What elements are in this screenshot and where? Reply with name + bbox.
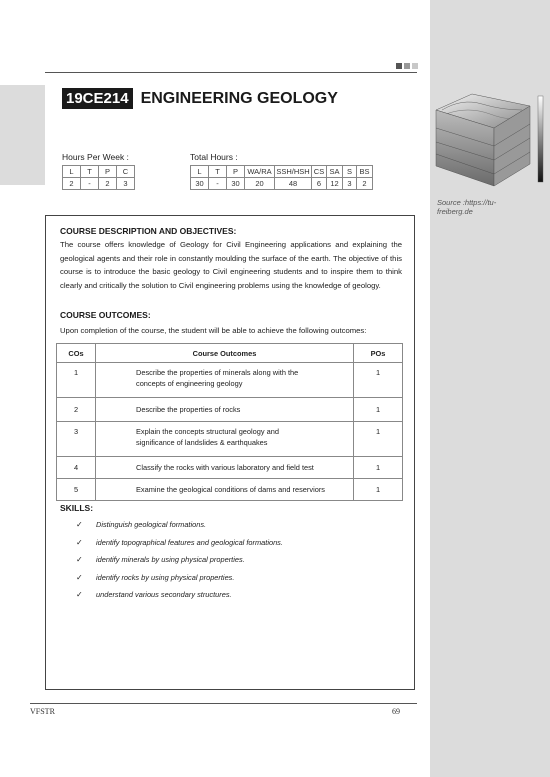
co-number: 1 [57,363,96,398]
co-number: 3 [57,422,96,457]
hpw-value-cell: 2 [99,178,117,190]
th-value-cell: 48 [275,178,312,190]
skills-list [76,520,283,608]
list-item [76,520,283,538]
th-header-cell: CS [312,166,327,178]
outcomes-intro: Upon completion of the course, the student will be able to achieve the following outcomes: [60,326,367,335]
square-mid [404,63,410,69]
table-row [57,479,403,501]
course-code: 19CE214 [62,88,133,109]
hpw-header-cell: P [99,166,117,178]
po-value: 1 [354,422,403,457]
list-item [76,538,283,556]
po-value: 1 [354,398,403,422]
geology-block-image [432,88,548,192]
th-header-cell: P [227,166,245,178]
co-number: 4 [57,457,96,479]
check-icon: ✓ [76,590,83,599]
co-number: 2 [57,398,96,422]
hpw-value-cell: 3 [117,178,135,190]
co-text: Explain the concepts structural geology and significance of landslides & earthquakes [96,422,354,457]
hours-per-week-table [62,165,135,190]
hpw-header-cell: C [117,166,135,178]
cos-header: COs [57,344,96,363]
hpw-value-cell: - [81,178,99,190]
po-value: 1 [354,479,403,501]
description-heading: COURSE DESCRIPTION AND OBJECTIVES: [60,226,237,236]
footer-rule [30,703,417,704]
outcomes-heading: COURSE OUTCOMES: [60,310,151,320]
co-text: Describe the properties of minerals along with the concepts of engineering geology [96,363,354,398]
image-source-caption: Source :https://tu-freiberg.de [437,198,497,216]
check-icon: ✓ [76,520,83,529]
page-number: 69 [392,707,400,716]
decorative-squares [396,63,418,69]
th-value-cell: 6 [312,178,327,190]
course-title: ENGINEERING GEOLOGY [140,89,338,107]
th-header-cell: L [191,166,209,178]
pos-header: POs [354,344,403,363]
hpw-header-cell: T [81,166,99,178]
th-value-cell: 20 [245,178,275,190]
th-value-cell: 30 [191,178,209,190]
th-value-cell: - [209,178,227,190]
skills-heading: SKILLS: [60,503,94,513]
outcomes-header-row [57,344,403,363]
square-dark [396,63,402,69]
skill-text: identify minerals by using physical properties. [96,555,245,564]
th-value-cell: 30 [227,178,245,190]
skill-text: Distinguish geological formations. [96,520,207,529]
th-header-cell: BS [357,166,373,178]
th-header-cell: T [209,166,227,178]
po-value: 1 [354,457,403,479]
hpw-header-cell: L [63,166,81,178]
skill-text: identify rocks by using physical properties. [96,572,235,582]
footer-institution: VFSTR [30,707,55,716]
course-content-box [45,215,415,690]
th-header-cell: SSH/HSH [276,167,310,176]
left-side-tab [0,85,45,185]
terrain-block-graphic [432,88,548,192]
table-row [57,363,403,398]
po-value: 1 [354,363,403,398]
top-rule [45,72,417,73]
th-header-cell: WA/RA [245,166,275,178]
skill-text: identify topographical features and geological formations. [96,537,283,547]
th-value-cell: 2 [357,178,373,190]
co-text: Describe the properties of rocks [96,398,354,422]
course-outcomes-header: Course Outcomes [96,344,354,363]
th-header-cell: S [343,166,357,178]
co-text: Classify the rocks with various laboratory and field test [96,457,354,479]
list-item [76,573,283,591]
list-item [76,555,283,573]
hpw-value-cell: 2 [63,178,81,190]
square-light [412,63,418,69]
hours-per-week-label: Hours Per Week : [62,152,129,162]
total-hours-table [190,165,373,190]
co-text: Examine the geological conditions of dams and reserviors [96,479,354,501]
total-hours-label: Total Hours : [190,152,238,162]
table-row [57,422,403,457]
check-icon: ✓ [76,555,83,564]
th-header-cell: SA [327,166,343,178]
table-row [57,457,403,479]
th-value-cell: 12 [327,178,343,190]
skill-text: understand various secondary structures. [96,590,232,599]
course-outcomes-table [56,343,403,501]
check-icon: ✓ [76,572,83,582]
check-icon: ✓ [76,537,83,547]
th-value-cell: 3 [343,178,357,190]
co-number: 5 [57,479,96,501]
description-text: The course offers knowledge of Geology for Civil Engineering applications and explaining the geological agents and their role in constantly moulding the surface of the earth. The objective of this course is to introduce the basic geology to Civil engineering students and to inspire them to think clearly and critically the solution to Civil engineering problems using the knowledge of geology. [60,240,402,291]
table-row [57,398,403,422]
list-item [76,590,283,608]
course-header [62,88,338,109]
